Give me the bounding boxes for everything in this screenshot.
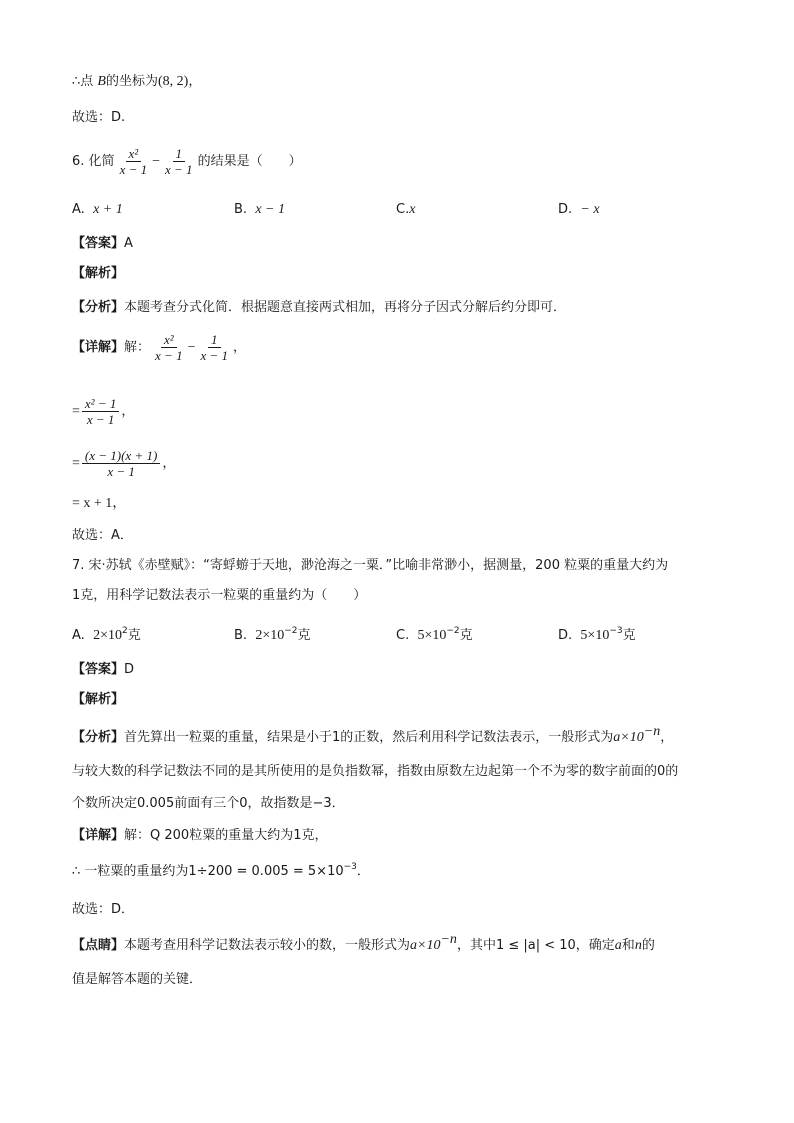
q6-option-c <box>396 202 415 218</box>
text: ， <box>162 456 176 471</box>
text: 和 <box>621 938 635 953</box>
q7-answer <box>72 660 134 680</box>
q7-stem-line2: 1克，用科学记数法表示一粒粟的重量约为（ ） <box>72 588 367 603</box>
unit: 克 <box>622 628 636 643</box>
q6-choose: 故选：A． <box>72 528 133 543</box>
label: B. <box>234 202 248 217</box>
text: ，其中1 ≤ |a| < 10，确定 <box>456 938 615 953</box>
value: 5×10 <box>580 628 610 643</box>
prev-answer: 故选：D. <box>72 110 126 125</box>
answer-value: D <box>124 662 135 677</box>
exponent: −2 <box>446 626 460 636</box>
value: x + 1 <box>93 202 123 217</box>
exponent: −3 <box>609 626 623 636</box>
q7-choose: 故选：D． <box>72 902 135 917</box>
var-a: a <box>614 938 622 953</box>
q7-option-d <box>558 624 636 644</box>
q6-stem <box>72 146 302 178</box>
detail-tag: 【详解】 <box>72 828 125 843</box>
value: 2×10 <box>255 628 285 643</box>
exponent: −2 <box>284 626 298 636</box>
denominator: x − 1 <box>200 348 229 363</box>
q7-option-c <box>396 624 473 644</box>
q6-analysis-tag <box>72 264 124 284</box>
q7-fenxi-line2: 与较大数的科学记数法不同的是其所使用的是负指数幂，指数由原数左边起第一个不为零的数字前面的0的 <box>72 764 679 779</box>
var-b: B <box>97 74 106 89</box>
text: 解：Q 200粒粟的重量大约为1克， <box>124 828 328 843</box>
fraction-2 <box>162 146 196 177</box>
q6-answer <box>72 234 133 254</box>
q7-dianjing-line1 <box>72 932 655 956</box>
q6-step1 <box>72 396 134 428</box>
denominator: x − 1 <box>119 162 148 177</box>
numerator: (x − 1)(x + 1) <box>82 448 160 464</box>
q6-step3: = x + 1， <box>72 496 127 511</box>
q6-detail <box>72 332 246 364</box>
text: 的坐标为 <box>105 74 158 89</box>
value: − x <box>580 202 600 217</box>
text: ， <box>188 74 202 89</box>
text: ， <box>660 730 674 745</box>
q7-dianjing-line2: 值是解答本题的关键． <box>72 972 203 987</box>
label: D. <box>558 628 573 643</box>
step1-fraction <box>82 396 119 427</box>
analysis-tag: 【解析】 <box>72 692 125 707</box>
label: D. <box>558 202 573 217</box>
point-b-line <box>72 72 201 92</box>
q7-fenxi-line1 <box>72 724 674 748</box>
form: a×10 <box>613 730 644 745</box>
label: B. <box>234 628 248 643</box>
denominator: x − 1 <box>86 412 115 427</box>
answer-tag: 【答案】 <box>72 236 125 251</box>
q6-step2 <box>72 448 175 480</box>
text: 化简 <box>88 154 115 169</box>
value: x <box>409 202 416 217</box>
dianjing-tag: 【点睛】 <box>72 938 125 953</box>
minus: − <box>152 154 161 169</box>
label: A. <box>72 628 85 643</box>
minus: − <box>187 340 196 355</box>
text: 的结果是（ ） <box>197 154 302 169</box>
q7-option-b <box>234 624 311 644</box>
fenxi-text: 本题考查分式化简．根据题意直接两式相加，再将分子因式分解后约分即可． <box>124 300 567 315</box>
fraction-2 <box>197 332 231 363</box>
question-number: 6. <box>72 154 85 169</box>
q7-detail-line2 <box>72 862 370 882</box>
text: 本题考查用科学记数法表示较小的数，一般形式为 <box>124 938 411 953</box>
unit: 克 <box>459 628 473 643</box>
answer-tag: 【答案】 <box>72 662 125 677</box>
q7-stem-line1 <box>72 556 668 576</box>
q7-analysis-tag <box>72 690 124 710</box>
fenxi-tag: 【分析】 <box>72 300 125 315</box>
numerator: 1 <box>173 146 186 162</box>
text: ∴点 <box>72 74 94 89</box>
q6-option-b <box>234 202 285 218</box>
equals: = <box>72 456 80 471</box>
coord: (8, 2) <box>158 74 189 89</box>
exponent: 2 <box>121 626 128 636</box>
q6-option-a <box>72 202 123 218</box>
q7-fenxi-line3: 个数所决定0.005前面有三个0，故指数是−3． <box>72 796 345 811</box>
text: ∴ 一粒粟的重量约为1÷200 = 0.005 = 5×10 <box>72 864 344 879</box>
fraction-1 <box>117 146 151 177</box>
value: x − 1 <box>255 202 285 217</box>
q6-fenxi <box>72 298 566 318</box>
label: C. <box>396 628 410 643</box>
analysis-tag: 【解析】 <box>72 266 125 281</box>
answer-value: A <box>124 236 133 251</box>
value: 5×10 <box>417 628 447 643</box>
q7-detail-line1 <box>72 826 327 846</box>
numerator: x² − 1 <box>82 396 119 412</box>
label: C. <box>396 202 410 217</box>
question-number: 7. <box>72 558 85 573</box>
text: 解： <box>124 340 151 355</box>
var-n: n <box>634 938 642 953</box>
fenxi-tag: 【分析】 <box>72 730 125 745</box>
value: 2×10 <box>93 628 122 643</box>
equals: = <box>72 404 80 419</box>
fraction-1 <box>152 332 186 363</box>
q6-option-d <box>558 202 600 218</box>
text: ， <box>121 404 135 419</box>
text: ， <box>233 340 247 355</box>
text: 的 <box>641 938 655 953</box>
text: 首先算出一粒粟的重量，结果是小于1的正数，然后利用科学记数法表示，一般形式为 <box>124 730 614 745</box>
numerator: x² <box>126 146 142 162</box>
denominator: x − 1 <box>165 162 193 177</box>
form: a×10 <box>410 938 441 953</box>
text: 宋·苏轼《赤壁赋》：“寄蜉蝣于天地，渺沧海之一粟．”比喻非常渺小，据测量，200 粒粟的重量大约为 <box>88 558 669 573</box>
detail-tag: 【详解】 <box>72 340 125 355</box>
exponent: −n <box>643 724 661 739</box>
exponent: −n <box>440 932 457 947</box>
exponent: −3 <box>343 862 357 872</box>
text: ． <box>356 864 370 879</box>
numerator: 1 <box>208 332 221 348</box>
step2-fraction <box>82 448 160 479</box>
label: A. <box>72 202 85 217</box>
unit: 克 <box>297 628 311 643</box>
numerator: x² <box>161 332 177 348</box>
unit: 克 <box>127 628 141 643</box>
q7-option-a <box>72 624 141 644</box>
denominator: x − 1 <box>107 464 135 479</box>
denominator: x − 1 <box>155 348 183 363</box>
